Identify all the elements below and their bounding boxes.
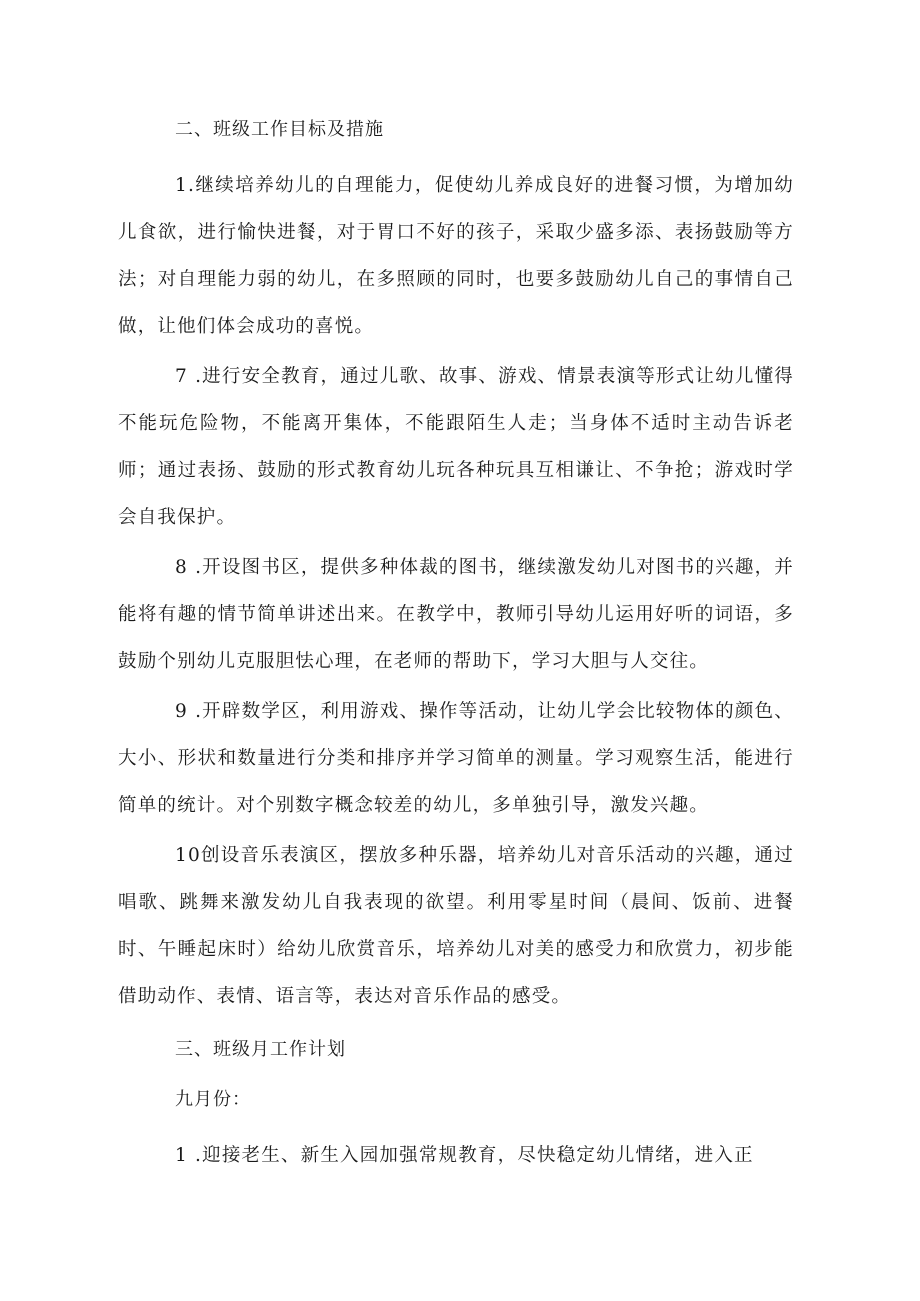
section-heading-monthly-plan: 三、班级月工作计划 [175,1039,346,1060]
paragraph-self-care: 1.继续培养幼儿的自理能力，促使幼儿养成良好的进餐习惯，为增加幼儿食欲，进行愉快进餐，对于胃口不好的孩子，采取少盛多添、表扬鼓励等方法；对自理能力弱的幼儿，在多照顾的同时，也要多鼓励幼儿自己的事情自己做，让他们体会成功的喜悦。 [118,175,794,337]
paragraph-september-item-1: 1 .迎接老生、新生入园加强常规教育，尽快稳定幼儿情绪，进入正 [175,1145,754,1166]
section-heading-goals: 二、班级工作目标及措施 [175,119,384,140]
paragraph-music-corner: 10创设音乐表演区，摆放多种乐器，培养幼儿对音乐活动的兴趣，通过唱歌、跳舞来激发幼儿自我表现的欲望。利用零星时间（晨间、饭前、进餐时、午睡起床时）给幼儿欣赏音乐，培养幼儿对美的感受力和欣赏力，初步能借助动作、表情、语言等，表达对音乐作品的感受。 [118,845,794,1007]
document-body [118,112,794,1179]
paragraph-book-corner: 8 .开设图书区，提供多种体裁的图书，继续激发幼儿对图书的兴趣，并能将有趣的情节简单讲述出来。在教学中，教师引导幼儿运用好听的词语，多鼓励个别幼儿克服胆怯心理，在老师的帮助下，学习大胆与人交往。 [118,557,794,672]
paragraph-safety-education: 7 .进行安全教育，通过儿歌、故事、游戏、情景表演等形式让幼儿懂得不能玩危险物，不能离开集体，不能跟陌生人走；当身体不适时主动告诉老师；通过表扬、鼓励的形式教育幼儿玩各种玩具互相谦让、不争抢；游戏时学会自我保护。 [118,366,794,528]
month-label: 九月份： [175,1089,251,1110]
paragraph-math-corner: 9 .开辟数学区，利用游戏、操作等活动，让幼儿学会比较物体的颜色、大小、形状和数量进行分类和排序并学习简单的测量。学习观察生活，能进行简单的统计。对个别数字概念较差的幼儿，多单独引导，激发兴趣。 [118,701,794,816]
